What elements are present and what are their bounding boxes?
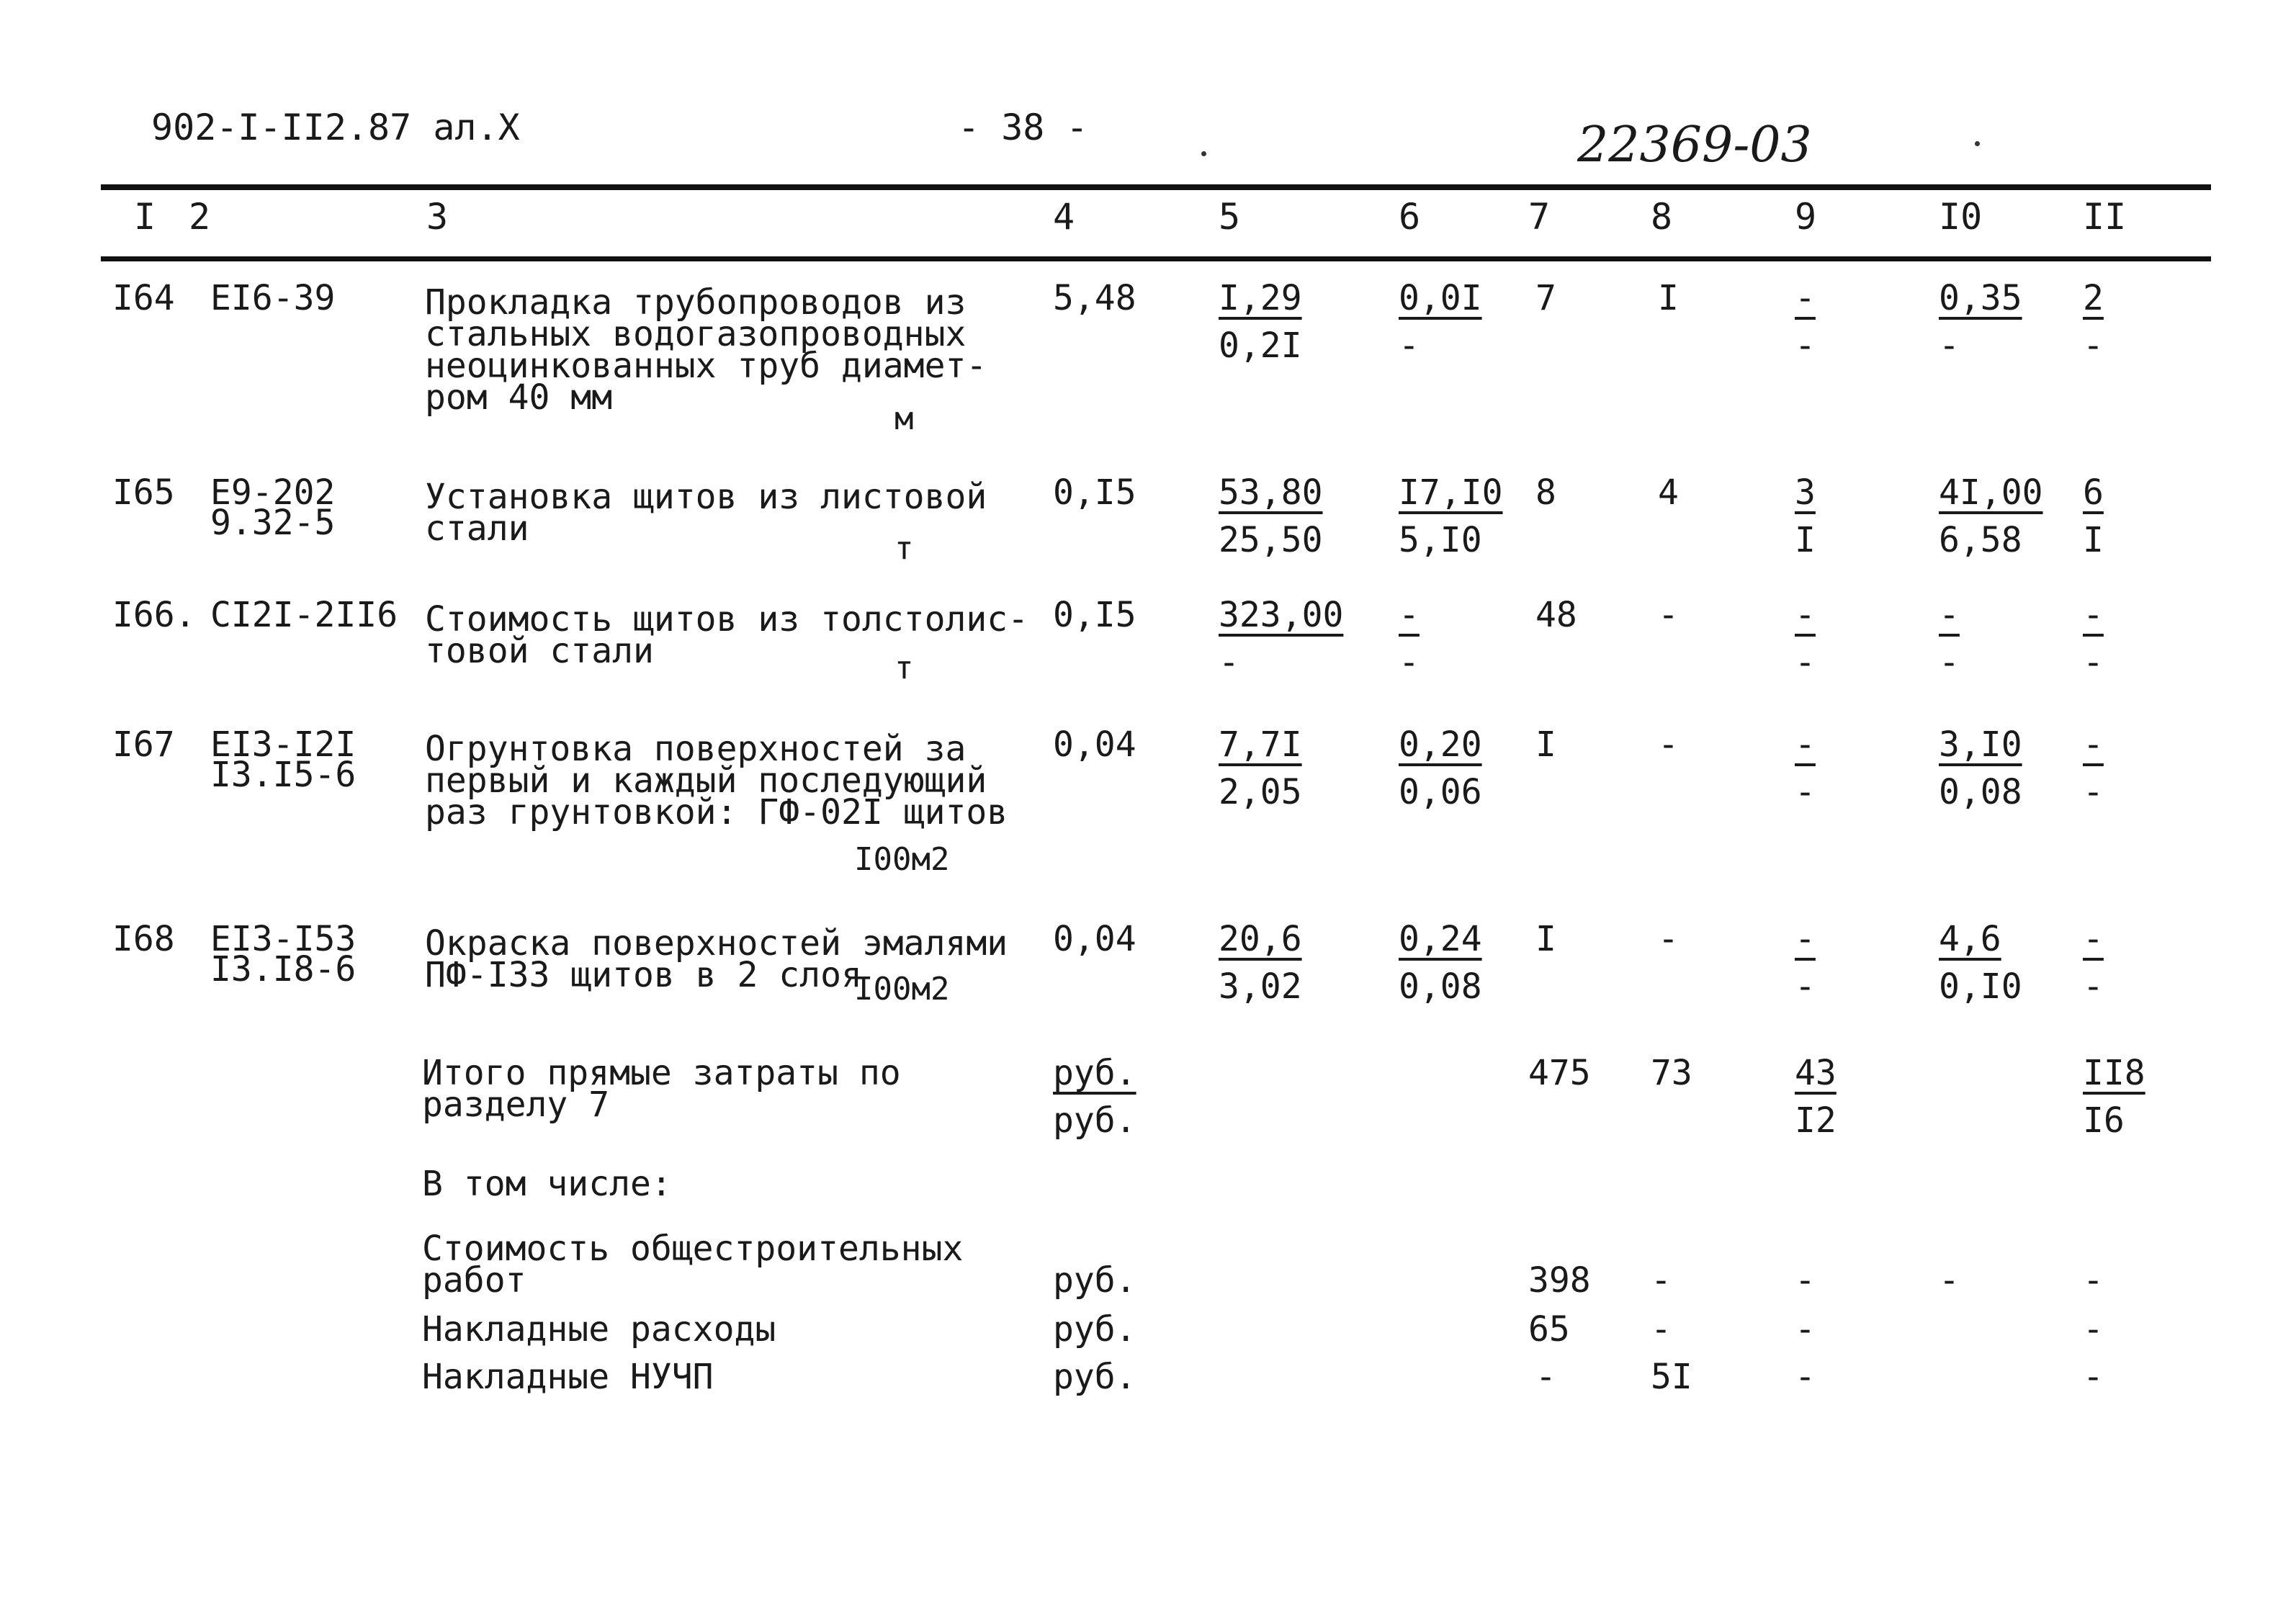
col7: I <box>1535 724 1556 765</box>
breakdown-col10: - <box>1939 1260 1960 1301</box>
col5-bottom: - <box>1219 642 1239 683</box>
table-top-rule <box>101 184 2211 190</box>
col10-bottom: - <box>1939 326 1960 366</box>
col11-top: 6 <box>2083 472 2104 513</box>
col6-bottom: 0,06 <box>1399 772 1482 812</box>
breakdown-label: Накладные расходы <box>422 1309 776 1350</box>
col5-top: 7,7I <box>1219 724 1302 765</box>
speck <box>1975 141 1980 146</box>
row-unit: I00м2 <box>854 841 950 878</box>
col5-bottom: 3,02 <box>1219 966 1302 1007</box>
col9-bottom: - <box>1795 966 1816 1007</box>
row-number: I66. <box>112 595 196 635</box>
col6-top: 0,24 <box>1399 919 1482 959</box>
breakdown-unit: руб. <box>1053 1357 1136 1397</box>
col8: - <box>1658 724 1679 765</box>
row-quantity: 0,04 <box>1053 724 1136 765</box>
row-number: I65 <box>112 472 175 513</box>
breakdown-col7: 398 <box>1528 1260 1591 1301</box>
col11-bottom: - <box>2083 772 2104 812</box>
breakdown-col11: - <box>2083 1309 2104 1350</box>
col7: 8 <box>1535 472 1556 513</box>
table-header-rule <box>101 256 2211 261</box>
col10-top: 0,35 <box>1939 278 2022 318</box>
col5-bottom: 0,2I <box>1219 326 1302 366</box>
totals-col7: 475 <box>1528 1053 1591 1093</box>
col6-top: 0,20 <box>1399 724 1482 765</box>
totals-col8: 73 <box>1651 1053 1692 1093</box>
breakdown-col11: - <box>2083 1357 2104 1397</box>
column-number: 4 <box>1053 196 1075 238</box>
col6-bottom: 0,08 <box>1399 966 1482 1007</box>
col7: 7 <box>1535 278 1556 318</box>
row-unit: т <box>894 530 914 567</box>
row-unit: I00м2 <box>854 971 950 1007</box>
row-code: EI3-I2I <box>210 724 356 765</box>
row-description: Окраска поверхностей эмалями ПФ-I33 щитов в 2 слоя <box>425 923 1008 995</box>
row-code: EI6-39 <box>210 278 336 318</box>
col9-bottom: - <box>1795 772 1816 812</box>
breakdown-label: Стоимость общестроительных работ <box>422 1229 964 1301</box>
totals-unit-bottom: руб. <box>1053 1100 1136 1141</box>
col10-top: - <box>1939 595 1960 635</box>
col8: - <box>1658 595 1679 635</box>
col9-top: - <box>1795 595 1816 635</box>
row-description: Установка щитов из листовой стали <box>425 477 987 549</box>
col9-top: - <box>1795 278 1816 318</box>
row-quantity: 5,48 <box>1053 278 1136 318</box>
document-code: 902-I-II2.87 ал.X <box>151 107 520 148</box>
row-unit: м <box>894 400 914 437</box>
col11-bottom: - <box>2083 966 2104 1007</box>
col8: 4 <box>1658 472 1679 513</box>
breakdown-label: Накладные НУЧП <box>422 1357 714 1397</box>
breakdown-col9: - <box>1795 1309 1816 1350</box>
row-quantity: 0,I5 <box>1053 595 1136 635</box>
col5-top: 53,80 <box>1219 472 1323 513</box>
col10-bottom: 6,58 <box>1939 520 2022 560</box>
row-code-secondary: 9.32-5 <box>210 503 336 543</box>
row-number: I67 <box>112 724 175 765</box>
page-number: - 38 - <box>958 107 1088 148</box>
col6-bottom: 5,I0 <box>1399 520 1482 560</box>
row-quantity: 0,I5 <box>1053 472 1136 513</box>
col11-bottom: - <box>2083 642 2104 683</box>
speck <box>1201 151 1206 156</box>
column-number: II <box>2083 196 2127 238</box>
col10-bottom: 0,I0 <box>1939 966 2022 1007</box>
col10-top: 3,I0 <box>1939 724 2022 765</box>
breakdown-unit: руб. <box>1053 1260 1136 1301</box>
col6-top: I7,I0 <box>1399 472 1503 513</box>
column-number: 9 <box>1795 196 1817 238</box>
col10-bottom: 0,08 <box>1939 772 2022 812</box>
row-number: I64 <box>112 278 175 318</box>
breakdown-col7: 65 <box>1528 1309 1570 1350</box>
col9-bottom: - <box>1795 642 1816 683</box>
col9-bottom: I <box>1795 520 1816 560</box>
row-code: E9-202 <box>210 472 336 513</box>
col9-top: - <box>1795 724 1816 765</box>
col5-top: 20,6 <box>1219 919 1302 959</box>
row-quantity: 0,04 <box>1053 919 1136 959</box>
totals-col11-top: II8 <box>2083 1053 2145 1093</box>
column-number: 2 <box>189 196 211 238</box>
col9-top: 3 <box>1795 472 1816 513</box>
col5-bottom: 25,50 <box>1219 520 1323 560</box>
col11-top: - <box>2083 595 2104 635</box>
row-code-secondary: I3.I8-6 <box>210 949 356 989</box>
row-code: EI3-I53 <box>210 919 356 959</box>
row-code-secondary: I3.I5-6 <box>210 755 356 795</box>
breakdown-col7: - <box>1535 1357 1556 1397</box>
col6-top: 0,0I <box>1399 278 1482 318</box>
breakdown-col11: - <box>2083 1260 2104 1301</box>
col11-top: 2 <box>2083 278 2104 318</box>
col6-bottom: - <box>1399 326 1420 366</box>
totals-col11-bottom: I6 <box>2083 1100 2125 1141</box>
totals-unit-top: руб. <box>1053 1053 1136 1093</box>
column-number: 5 <box>1219 196 1241 238</box>
totals-label: Итого прямые затраты по разделу 7 <box>422 1053 901 1125</box>
col5-top: 323,00 <box>1219 595 1344 635</box>
col6-top: - <box>1399 595 1420 635</box>
col8: - <box>1658 919 1679 959</box>
col10-top: 4,6 <box>1939 919 2001 959</box>
breakdown-col9: - <box>1795 1357 1816 1397</box>
breakdown-unit: руб. <box>1053 1309 1136 1350</box>
breakdown-col8: - <box>1651 1260 1672 1301</box>
col11-top: - <box>2083 724 2104 765</box>
row-description: Огрунтовка поверхностей за первый и каждый последующий раз грунтовкой: ГФ-02I щитов <box>425 729 1008 832</box>
col10-bottom: - <box>1939 642 1960 683</box>
col11-bottom: I <box>2083 520 2104 560</box>
col5-top: I,29 <box>1219 278 1302 318</box>
totals-col9-top: 43 <box>1795 1053 1837 1093</box>
col11-bottom: - <box>2083 326 2104 366</box>
column-number: I0 <box>1939 196 1983 238</box>
col11-top: - <box>2083 919 2104 959</box>
col7: 48 <box>1535 595 1577 635</box>
including-heading: В том числе: <box>422 1164 672 1204</box>
column-number: 7 <box>1528 196 1551 238</box>
col9-top: - <box>1795 919 1816 959</box>
col5-bottom: 2,05 <box>1219 772 1302 812</box>
col7: I <box>1535 919 1556 959</box>
breakdown-col8: 5I <box>1651 1357 1692 1397</box>
row-description: Стоимость щитов из толстолис- товой стали <box>425 599 1029 671</box>
breakdown-col9: - <box>1795 1260 1816 1301</box>
column-number: 8 <box>1651 196 1673 238</box>
col8: I <box>1658 278 1679 318</box>
row-number: I68 <box>112 919 175 959</box>
column-number: 6 <box>1399 196 1421 238</box>
totals-col9-bottom: I2 <box>1795 1100 1837 1141</box>
breakdown-col8: - <box>1651 1309 1672 1350</box>
col9-bottom: - <box>1795 326 1816 366</box>
column-number: I <box>134 196 156 238</box>
handwritten-number: 22369-03 <box>1577 117 1812 174</box>
col10-top: 4I,00 <box>1939 472 2043 513</box>
row-unit: т <box>894 650 914 686</box>
row-code: CI2I-2II6 <box>210 595 398 635</box>
row-description: Прокладка трубопроводов из стальных водогазопроводных неоцинкованных труб диамет- ром 40 мм <box>425 282 987 418</box>
column-number: 3 <box>426 196 449 238</box>
col6-bottom: - <box>1399 642 1420 683</box>
